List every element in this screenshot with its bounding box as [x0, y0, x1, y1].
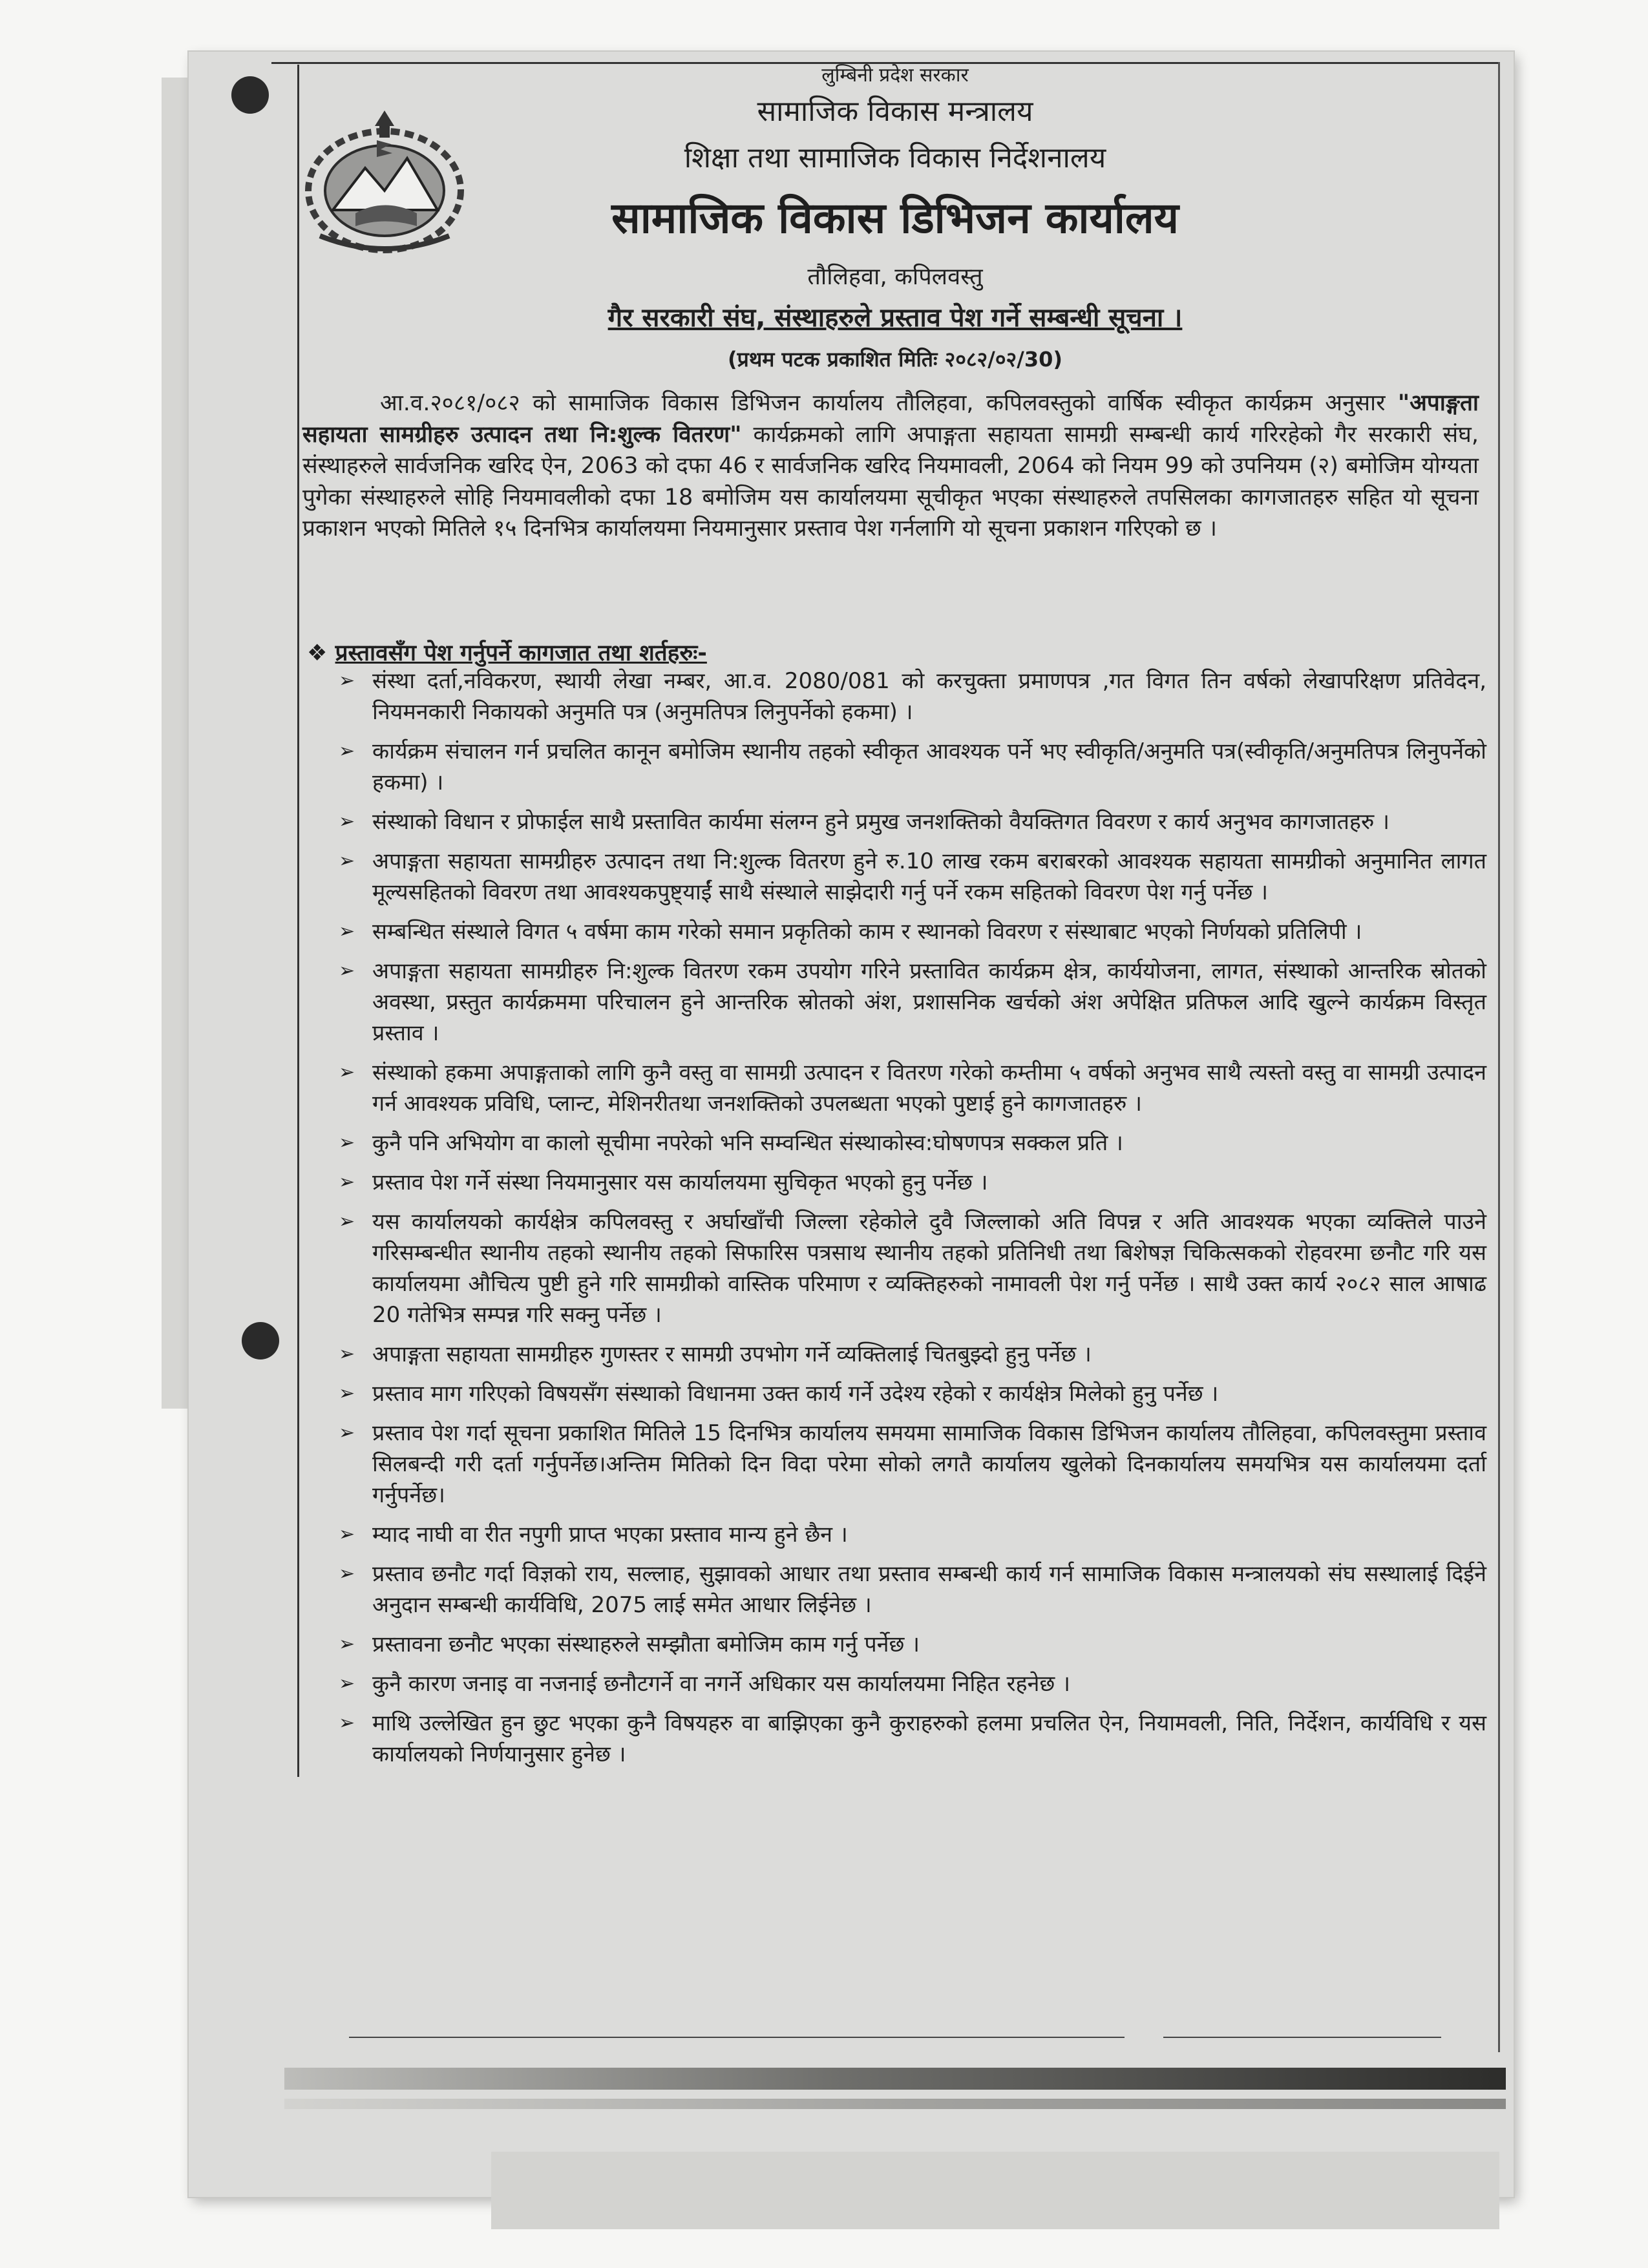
condition-text: अपाङ्गता सहायता सामग्रीहरु गुणस्तर र सामग्री उपभोग गर्ने व्यक्तिलाई चितबुझ्दो हुनु पर्नेछ ।	[372, 1341, 1092, 1367]
condition-text: म्याद नाघी वा रीत नपुगी प्राप्त भएका प्रस्ताव मान्य हुने छैन ।	[372, 1522, 848, 1548]
condition-item	[336, 1167, 1486, 1198]
arrow-bullet-icon: ➢	[339, 1633, 355, 1655]
punch-hole-icon	[242, 1322, 279, 1360]
condition-item	[336, 1339, 1486, 1370]
condition-text: प्रस्ताव छनौट गर्दा विज्ञको राय, सल्लाह, सुझावको आधार तथा प्रस्ताव सम्बन्धी कार्य गर्न सामाजिक विकास मन्त्रालयको संघ सस्थालाई दिईने अनुदान सम्बन्धी कार्यविधि, 2075 लाई समेत आधार लिईनेछ ।	[372, 1561, 1486, 1618]
condition-text: संस्था दर्ता,नविकरण, स्थायी लेखा नम्बर, आ.व. 2080/081 को करचुक्ता प्रमाणपत्र ,गत विगत तिन वर्षको लेखापरिक्षण प्रतिवेदन, नियमनकारी निकायको अनुमति पत्र (अनुमतिपत्र लिनुपर्नेको हकमा) ।	[372, 668, 1486, 725]
notice-title: गैर सरकारी संघ, संस्थाहरुले प्रस्ताव पेश गर्ने सम्बन्धी सूचना ।	[607, 303, 1183, 333]
ministry-name: सामाजिक विकास मन्त्रालय	[757, 95, 1033, 128]
arrow-bullet-icon: ➢	[339, 1672, 355, 1695]
condition-item	[336, 1668, 1486, 1699]
arrow-bullet-icon: ➢	[339, 1382, 355, 1405]
arrow-bullet-icon: ➢	[339, 1061, 355, 1084]
condition-text: अपाङ्गता सहायता सामग्रीहरु नि:शुल्क वितरण रकम उपयोग गरिने प्रस्तावित कार्यक्रम क्षेत्र, कार्ययोजना, लागत, संस्थाको आन्तरिक स्रोतको अवस्था, प्रस्तुत कार्यक्रममा परिचालन हुने आन्तरिक स्रोतको अंश, प्रशासनिक खर्चको अंश अपेक्षित प्रतिफल आदि खुल्ने कार्यक्रम विस्तृत प्रस्ताव ।	[372, 958, 1486, 1046]
condition-text: माथि उल्लेखित हुन छुट भएका कुनै विषयहरु वा बाझिएका कुनै कुराहरुको हलमा प्रचलित ऐन, नियामवली, निति, निर्देशन, कार्यविधि र यस कार्यालयको निर्णयानुसार हुनेछ ।	[372, 1710, 1486, 1767]
condition-item	[336, 1418, 1486, 1511]
condition-item	[336, 1559, 1486, 1621]
condition-item	[336, 1057, 1486, 1119]
condition-item	[336, 956, 1486, 1049]
condition-text: संस्थाको हकमा अपाङ्गताको लागि कुनै वस्तु वा सामग्री उत्पादन र वितरण गरेको कम्तीमा ५ वर्षको अनुभव साथै त्यस्तो वस्तु वा सामग्री उत्पादन गर्न आवश्यक प्रविधि, प्लान्ट, मेशिनरीतथा जनशक्तिको उपलब्धता भएको पुष्टाई हुने कागजातहरु ।	[372, 1060, 1486, 1117]
notice-intro	[302, 388, 1479, 545]
arrow-bullet-icon: ➢	[339, 920, 355, 943]
border-right	[1498, 62, 1500, 2052]
conditions-heading-text: प्रस्तावसँग पेश गर्नुपर्ने कागजात तथा शर्तहरुः-	[335, 640, 707, 666]
condition-item	[336, 666, 1486, 728]
divider	[349, 2037, 1125, 2038]
arrow-bullet-icon: ➢	[339, 1422, 355, 1444]
condition-item	[336, 736, 1486, 798]
arrow-bullet-icon: ➢	[339, 810, 355, 833]
office-location: तौलिहवा, कपिलवस्तु	[807, 264, 983, 290]
arrow-bullet-icon: ➢	[339, 850, 355, 872]
arrow-bullet-icon: ➢	[339, 1171, 355, 1193]
conditions-heading	[307, 637, 707, 667]
condition-text: यस कार्यालयको कार्यक्षेत्र कपिलवस्तु र अर्घाखाँची जिल्ला रहेकोले दुवै जिल्लाको अति विपन्न र अति आवश्यक भएका व्यक्तिले पाउने गरिसम्बन्धीत स्थानीय तहको स्थानीय तहको सिफारिस पत्रसाथ स्थानीय तहको प्रतिनिधी तथा बिशेषज्ञ चिकित्सकको रोहवरमा छनौट गरि यस कार्यालयमा औचित्य पुष्टी हुने गरि सामग्रीको वास्तिक परिमाण र व्यक्तिहरुको नामावली पेश गर्नु पर्नेछ । साथै उक्त कार्य २०८२ साल आषाढ 20 गतेभित्र सम्पन्न गरि सक्नु पर्नेछ ।	[372, 1209, 1487, 1328]
office-name: सामाजिक विकास डिभिजन कार्यालय	[611, 193, 1179, 243]
arrow-bullet-icon: ➢	[339, 1523, 355, 1546]
print-band	[284, 2099, 1506, 2109]
condition-item	[336, 806, 1486, 837]
intro-text-1: आ.व.२०८१/०८२ को सामाजिक विकास डिभिजन कार्यालय तौलिहवा, कपिलवस्तुको वार्षिक स्वीकृत कार्यक्रम अनुसार	[380, 390, 1398, 416]
arrow-bullet-icon: ➢	[339, 669, 355, 692]
condition-text: प्रस्ताव माग गरिएको विषयसँग संस्थाको विधानमा उक्त कार्य गर्ने उदेश्य रहेको र कार्यक्षेत्र मिलेको हुनु पर्नेछ ।	[372, 1381, 1219, 1407]
condition-text: प्रस्ताव पेश गर्ने संस्था नियमानुसार यस कार्यालयमा सुचिकृत भएको हुनु पर्नेछ ।	[372, 1170, 988, 1195]
arrow-bullet-icon: ➢	[339, 1131, 355, 1154]
arrow-bullet-icon: ➢	[339, 1562, 355, 1585]
arrow-bullet-icon: ➢	[339, 960, 355, 982]
arrow-bullet-icon: ➢	[339, 1712, 355, 1734]
condition-item	[336, 1378, 1486, 1409]
divider	[1163, 2037, 1441, 2038]
diamond-bullet-icon: ❖	[307, 640, 328, 666]
condition-text: अपाङ्गता सहायता सामग्रीहरु उत्पादन तथा नि:शुल्क वितरण हुने रु.10 लाख रकम बराबरको आवश्यक सहायता सामग्रीको अनुमानित लागत मूल्यसहितको विवरण तथा आवश्यकपुष्ट्याईं साथै संस्थाले साझेदारी गर्नु पर्ने रकम सहितको विवरण पेश गर्नु पर्नेछ ।	[372, 848, 1486, 905]
condition-text: सम्बन्धित संस्थाले विगत ५ वर्षमा काम गरेको समान प्रकृतिको काम र स्थानको विवरण र संस्थाबाट भएको निर्णयको प्रतिलिपी ।	[372, 919, 1362, 945]
conditions-list	[336, 666, 1486, 1778]
condition-text: कुनै कारण जनाइ वा नजनाई छनौटगर्ने वा नगर्ने अधिकार यस कार्यालयमा निहित रहनेछ ।	[372, 1671, 1070, 1697]
print-band	[284, 2068, 1506, 2090]
intro-text-2: कार्यक्रमको लागि अपाङ्गता सहायता सामग्री सम्बन्धी कार्य गरिरहेको गैर सरकारी संघ, संस्थाहरुले सार्वजनिक खरिद ऐन, 2063 को दफा 46 र सार्वजनिक खरिद नियमावली, 2064 को नियम 99 को उपनियम (२) बमोजिम योग्यता पुगेका संस्थाहरुले सोहि नियमावलीको दफा 18 बमोजिम यस कार्यालयमा सूचीकृत भएका संस्थाहरुले तपसिलका कागजातहरु सहित यो सूचना प्रकाशन भएको मितिले १५ दिनभित्र कार्यालयमा नियमानुसार प्रस्ताव पेश गर्नलागि यो सूचना प्रकाशन गरिएको छ ।	[302, 421, 1479, 541]
condition-text: संस्थाको विधान र प्रोफाईल साथै प्रस्तावित कार्यमा संलग्न हुने प्रमुख जनशक्तिको वैयक्तिगत विवरण र कार्य अनुभव कागजातहरु ।	[372, 809, 1389, 835]
condition-text: कार्यक्रम संचालन गर्न प्रचलित कानून बमोजिम स्थानीय तहको स्वीकृत आवश्यक पर्ने भए स्वीकृति/अनुमति पत्र(स्वीकृति/अनुमतिपत्र लिनुपर्नेको हकमा) ।	[372, 739, 1486, 795]
publication-date: (प्रथम पटक प्रकाशित मितिः २०८२/०२/30)	[727, 347, 1062, 372]
arrow-bullet-icon: ➢	[339, 740, 355, 762]
condition-item	[336, 846, 1486, 908]
arrow-bullet-icon: ➢	[339, 1210, 355, 1233]
condition-text: प्रस्ताव पेश गर्दा सूचना प्रकाशित मितिले 15 दिनभित्र कार्यालय समयमा सामाजिक विकास डिभिजन कार्यालय तौलिहवा, कपिलवस्तुमा प्रस्ताव सिलबन्दी गरी दर्ता गर्नुपर्नेछ।अन्तिम मितिको दिन विदा परेमा सोको लगतै कार्यालय खुलेको दिनकार्यालय समयभित्र यस कार्यालयमा दर्ता गर्नुपर्नेछ।	[372, 1420, 1486, 1508]
government-name: लुम्बिनी प्रदेश सरकार	[821, 64, 969, 87]
condition-text: प्रस्तावना छनौट भएका संस्थाहरुले सम्झौता बमोजिम काम गर्नु पर्नेछ ।	[372, 1632, 920, 1657]
condition-item	[336, 1629, 1486, 1660]
program-name: "अपाङ्गता सहायता सामग्रीहरु उत्पादन तथा नि:शुल्क वितरण"	[302, 390, 1479, 448]
border-left	[297, 65, 299, 1777]
condition-item	[336, 1128, 1486, 1159]
arrow-bullet-icon: ➢	[339, 1343, 355, 1365]
punch-hole-icon	[231, 76, 269, 114]
condition-item	[336, 1708, 1486, 1770]
directorate-name: शिक्षा तथा सामाजिक विकास निर्देशनालय	[684, 142, 1106, 174]
condition-item	[336, 1519, 1486, 1550]
condition-item	[336, 916, 1486, 947]
condition-item	[336, 1206, 1486, 1330]
condition-text: कुनै पनि अभियोग वा कालो सूचीमा नपरेको भनि सम्वन्धित संस्थाकोस्व:घोषणपत्र सक्कल प्रति ।	[372, 1130, 1123, 1156]
underlying-paper-bottom	[491, 2152, 1499, 2229]
